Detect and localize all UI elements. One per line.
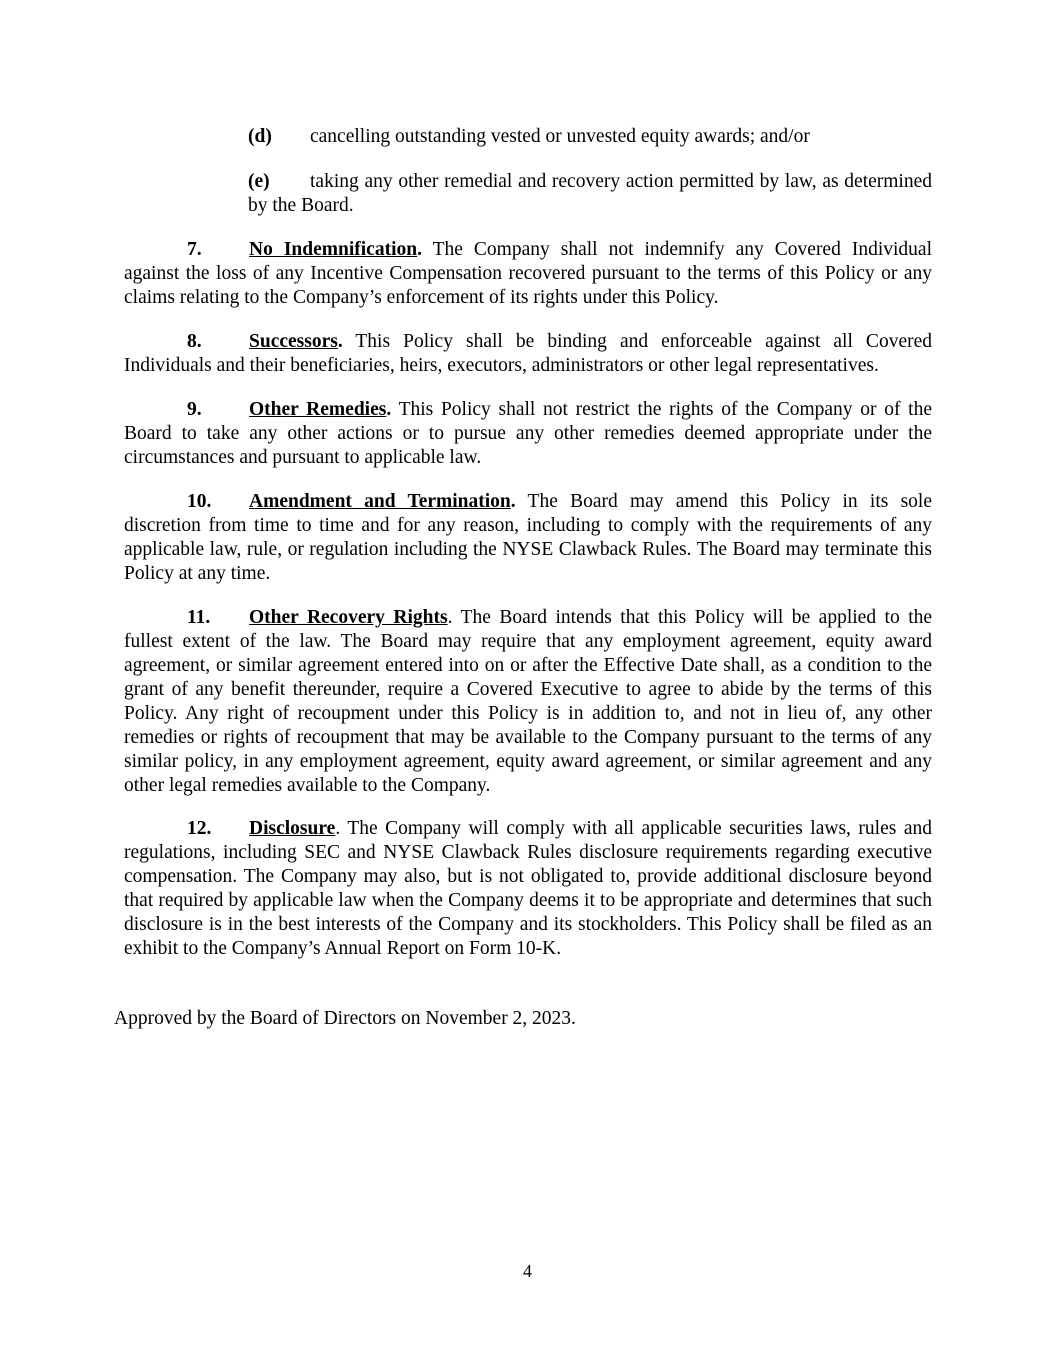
section-body: The Board may amend this Policy in its sole discretion from time to time and for any reason, including to comply with the requirements of any applicable law, rule, or regulation including the NYSE Clawback Rules. The Board may terminate this Policy at any time. xyxy=(124,491,932,584)
section-heading: No Indemnification xyxy=(249,239,418,260)
section-body: . The Board intends that this Policy will be applied to the fullest extent of the law. The Board may require that any employment agreement, equity award agreement, or similar agreement entered into on or after the Effective Date shall, as a condition to the grant of any benefit thereunder, require a Covered Executive to agree to abide by the terms of this Policy. Any right of recoupment under this Policy is in addition to, and not in lieu of, any other remedies or rights of recoupment that may be available to the Company pursuant to the terms of any similar policy, in any employment agreement, equity award agreement, or similar agreement and any other legal remedies available to the Company. xyxy=(124,607,933,796)
section-10 xyxy=(124,490,932,586)
section-7 xyxy=(124,238,932,310)
section-heading-punct: . xyxy=(337,331,343,352)
section-heading: Successors xyxy=(249,331,338,352)
section-number: 8. xyxy=(187,331,202,352)
subitem-d xyxy=(124,125,932,149)
section-body: . The Company will comply with all applicable securities laws, rules and regulations, including SEC and NYSE Clawback Rules disclosure requirements regarding executive compensation. The Company may also, but is not obligated to, provide additional disclosure beyond that required by applicable law when the Company deems it to be appropriate and determines that such disclosure is in the best interests of the Company and its stockholders. This Policy shall be filed as an exhibit to the Company’s Annual Report on Form 10-K. xyxy=(124,818,932,959)
section-9 xyxy=(124,398,932,470)
section-number: 10. xyxy=(187,491,212,512)
section-11 xyxy=(124,606,932,798)
section-heading: Other Remedies xyxy=(249,399,387,420)
section-heading: Disclosure xyxy=(249,818,336,839)
section-body: The Company shall not indemnify any Covered Individual against the loss of any Incentive Compensation recovered pursuant to the terms of this Policy or any claims relating to the Company’s enforcement of its rights under this Policy. xyxy=(124,239,932,308)
page-number: 4 xyxy=(523,1261,532,1281)
section-number: 12. xyxy=(187,818,212,839)
section-number: 9. xyxy=(187,399,202,420)
subitem-mark: (e) xyxy=(248,171,270,192)
subitem-text: cancelling outstanding vested or unvested equity awards; and/or xyxy=(310,126,810,147)
section-heading-punct: . xyxy=(386,399,392,420)
subitem-mark: (d) xyxy=(248,126,272,147)
section-heading-punct: . xyxy=(417,239,422,260)
section-heading: Amendment and Termination xyxy=(249,491,511,512)
section-body: This Policy shall not restrict the rights of the Company or of the Board to take any other actions or to pursue any other remedies deemed appropriate under the circumstances and pursuant to applicable law. xyxy=(124,399,933,468)
section-heading: Other Recovery Rights xyxy=(249,607,448,628)
approval-statement: Approved by the Board of Directors on November 2, 2023. xyxy=(114,1008,576,1029)
section-heading-punct: . xyxy=(510,491,516,512)
section-8 xyxy=(124,330,932,378)
section-number: 7. xyxy=(187,239,202,260)
subitem-text: taking any other remedial and recovery action permitted by law, as determined by the Board. xyxy=(248,171,932,216)
section-number: 11. xyxy=(187,607,211,628)
subitem-e xyxy=(124,170,932,218)
section-12 xyxy=(124,817,932,961)
section-body: This Policy shall be binding and enforceable against all Covered Individuals and their beneficiaries, heirs, executors, administrators or other legal representatives. xyxy=(124,331,932,376)
